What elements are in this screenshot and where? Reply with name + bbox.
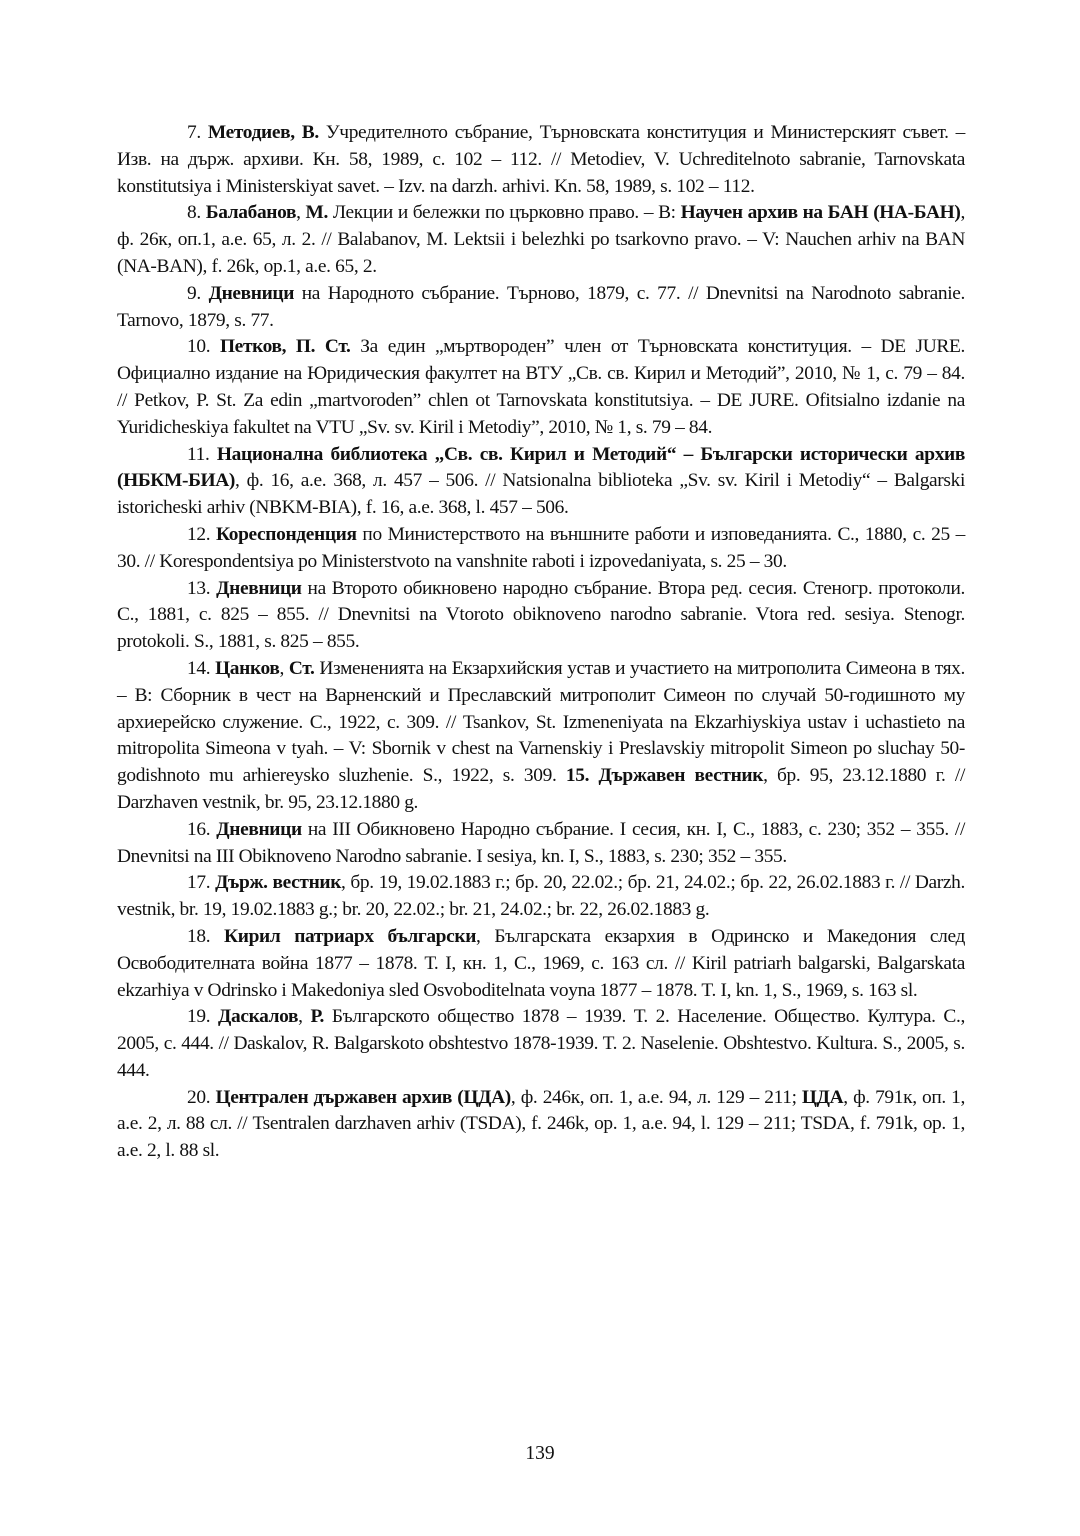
reference-bold-text: Даскалов [218, 1006, 299, 1028]
reference-text: 13. [187, 577, 217, 599]
reference-text: на III Обикновено Народно събрание. I сесия, кн. I, С., 1883, с. 230; 352 – 355. // Dnevnitsi na III Obiknoveno Narodno sabranie. I sesiya, kn. I, S., 1883, s. 230; 352 – 355. [117, 818, 966, 867]
reference-item [117, 870, 965, 924]
reference-bold-text: Дневници [216, 577, 302, 599]
reference-bold-text: Национална библиотека „Св. св. Кирил и Методий“ – Български исторически архив (НБКМ-БИА) [117, 443, 966, 492]
reference-text: Измененията на Екзархийския устав и участието на митрополита Симеона в тях. – В: Сборник в чест на Варненский и Преславский митрополит Симеон по случай 50-годишното му архиерейско служение. С., 1922, с. 309. // Tsankov, St. Izmeneniyata na Ekzarhiyskiya ustav i uchastieto na mitropolita Simeona v tyah. – V: Sbornik v chest na Varnenskiy i Preslavskiy mitropolit Simeon po sluchay 50-godishnoto mu arhiereysko sluzhenie. S., 1922, s. 309. [117, 657, 966, 787]
reference-text: Учредителното събрание, Търновската конституция и Министерският съвет. – Изв. на държ. архиви. Кн. 58, 1989, с. 102 – 112. // Metodiev, V. Uchreditelnoto sabranie, Tarnovskata konstitutsiya i Ministerskiyat savet. – Izv. na darzh. arhivi. Kn. 58, 1989, s. 102 – 112. [117, 122, 966, 197]
reference-text: 7. [187, 122, 208, 143]
reference-item [117, 522, 965, 576]
reference-text: , ф. 246к, оп. 1, а.е. 94, л. 129 – 211; [510, 1086, 802, 1108]
reference-item [117, 281, 965, 335]
reference-text: 14. [187, 657, 216, 679]
reference-text: 9. [187, 282, 209, 304]
reference-bold-text: Цанков [215, 657, 280, 679]
reference-item [117, 120, 965, 200]
reference-item [117, 442, 965, 522]
reference-list [117, 120, 965, 1165]
page-number: 139 [525, 1443, 555, 1464]
reference-text: За един „мъртвороден” член от Търновската конституция. – DE JURE. Официално издание на Юридическия факултет на ВТУ „Св. св. Кирил и Методий”, 2010, № 1, с. 79 – 84. // Petkov, P. St. Za edin „martvoroden” chlen ot Tarnovskata konstitutsiya. – DE JURE. Ofitsialno izdanie na Yuridicheskiya fakultet na VTU „Sv. sv. Kiril i Metodiy”, 2010, № 1, s. 79 – 84. [117, 336, 965, 438]
reference-bold-text: Методиев, В. [207, 122, 319, 143]
reference-text: 8. [187, 202, 206, 224]
reference-item [117, 200, 965, 280]
reference-text: , [296, 202, 306, 224]
reference-text: на Второто обикновено народно събрание. Втора ред. сесия. Стеногр. протоколи. С., 1881, с. 825 – 855. // Dnevnitsi na Vtoroto obiknoveno narodno sabranie. Vtora red. sesiya. Stenogr. protokoli. S., 1881, s. 825 – 855. [117, 577, 966, 653]
reference-text: , ф. 26к, оп.1, а.е. 65, л. 2. // Balabanov, M. Lektsii i belezhki po tsarkovno pravo. – V: Nauchen arhiv na BAN (NA-BAN), f. 26k, op.1, a.e. 65, 2. [117, 202, 965, 277]
reference-text: , [279, 657, 289, 679]
reference-text: 19. [187, 1006, 219, 1028]
reference-bold-text: Централен държавен архив (ЦДА) [215, 1086, 511, 1108]
reference-item [117, 576, 965, 656]
reference-item [117, 924, 965, 1004]
reference-text: 12. [187, 523, 217, 545]
reference-text: Българското общество 1878 – 1939. Т. 2. Население. Общество. Култура. С., 2005, с. 444. // Daskalov, R. Balgarskoto obshtestvo 1878-1939. T. 2. Naselenie. Obshtestvo. Kultura. S., 2005, s. 444. [117, 1006, 966, 1081]
reference-bold-text: ЦДА [801, 1086, 844, 1108]
reference-bold-text: Балабанов [205, 202, 297, 224]
reference-text: 10. [187, 336, 220, 358]
reference-bold-text: Ст. [288, 657, 315, 679]
reference-text: , ф. 16, а.е. 368, л. 457 – 506. // Natsionalna biblioteka „Sv. sv. Kiril i Metodiy“ – Balgarski istoricheski arhiv (NBKM-BIA), f. 16, a.e. 368, l. 457 – 506. [117, 470, 965, 519]
reference-bold-text: 15. Държавен вестник [565, 765, 764, 787]
reference-item [117, 817, 965, 871]
reference-text: , бр. 19, 19.02.1883 г.; бр. 20, 22.02.; бр. 21, 24.02.; бр. 22, 26.02.1883 г. // Darzh. vestnik, br. 19, 19.02.1883 g.; br. 20, 22.02.; br. 21, 24.02.; br. 22, 26.02.1883 g. [117, 872, 965, 921]
reference-bold-text: М. [305, 202, 328, 224]
reference-text: 20. [187, 1086, 216, 1108]
reference-bold-text: Научен архив на БАН (НА-БАН) [680, 202, 961, 224]
reference-bold-text: Дневници [216, 818, 302, 840]
reference-bold-text: Държ. вестник [215, 872, 342, 894]
reference-item [117, 1004, 965, 1084]
reference-text: Лекции и бележки по църковно право. – В: [327, 202, 681, 224]
reference-text: , [298, 1006, 311, 1028]
reference-bold-text: Кореспонденция [216, 523, 357, 545]
reference-bold-text: Петков, П. Ст. [219, 336, 351, 358]
reference-bold-text: Кирил патриарх български [224, 925, 477, 947]
reference-text: 16. [187, 818, 217, 840]
reference-text: по Министерството на външните работи и изповеданията. С., 1880, с. 25 – 30. // Korespondentsiya po Ministerstvoto na vanshnite raboti i izpovedaniyata, s. 25 – 30. [117, 523, 966, 572]
reference-item [117, 1085, 965, 1165]
reference-text: , Българската екзархия в Одринско и Македония след Освободителната война 1877 – 1878. Т. I, кн. 1, С., 1969, с. 163 сл. // Kiril patriarh balgarski, Balgarskata ekzarhiya v Odrinsko i Makedoniya sled Osvoboditelnata voyna 1877 – 1878. T. I, kn. 1, S., 1969, s. 163 sl. [117, 925, 965, 1001]
reference-text: 17. [187, 872, 216, 894]
reference-text: 11. [187, 443, 217, 465]
reference-text: 18. [187, 925, 225, 947]
reference-text: , бр. 95, 23.12.1880 г. // Darzhaven vestnik, br. 95, 23.12.1880 g. [117, 765, 965, 813]
reference-text: на Народното събрание. Търново, 1879, с. 77. // Dnevnitsi na Narodnoto sabranie. Tarnovo, 1879, s. 77. [117, 282, 965, 331]
reference-bold-text: Р. [310, 1006, 325, 1028]
reference-text: , ф. 791к, оп. 1, а.е. 2, л. 88 сл. // Tsentralen darzhaven arhiv (TSDA), f. 246k, op. 1, a.e. 94, l. 129 – 211; TSDA, f. 791k, op. 1, a.e. 2, l. 88 sl. [117, 1086, 965, 1162]
reference-item [117, 334, 965, 441]
reference-bold-text: Дневници [208, 282, 295, 304]
reference-item [117, 656, 965, 817]
